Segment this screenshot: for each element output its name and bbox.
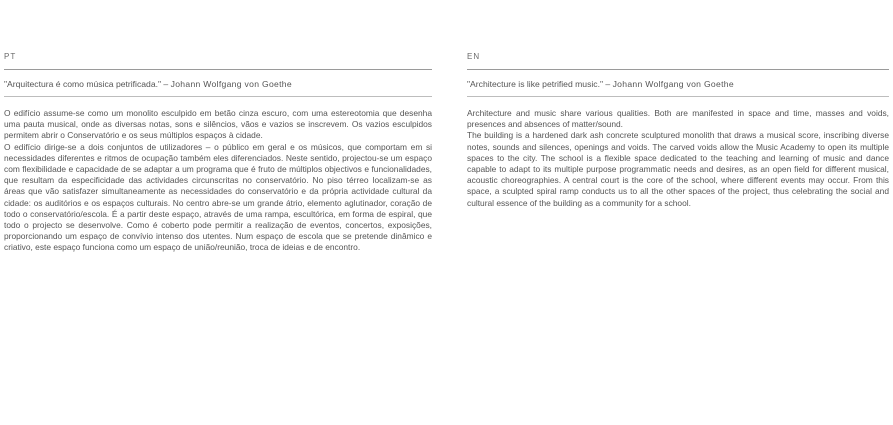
quote-text-pt: "Arquitectura é como música petrificada." bbox=[4, 79, 162, 89]
quote-text-en: "Architecture is like petrified music." bbox=[467, 79, 604, 89]
quote-dash-en: – bbox=[603, 79, 613, 89]
quote-author-pt: Johann Wolfgang von Goethe bbox=[170, 79, 292, 89]
quote-pt bbox=[4, 79, 432, 90]
english-column bbox=[467, 52, 889, 209]
divider-quote-en bbox=[467, 96, 889, 97]
divider-quote-pt bbox=[4, 96, 432, 97]
portuguese-column bbox=[4, 52, 432, 254]
paragraph-en-2: The building is a hardened dark ash concrete sculptured monolith that draws a musical score, inscribing diverse notes, sounds and silences, openings and voids. The carved voids allow the Music Academy to open its multiple spaces to the city. The school is a flexible space dedicated to the teaching and learning of music and dance capable to adapt to its multiple purpose programmatic needs and desires, as an open field for different musical, acoustic choreographies. A central court is the core of the school, where different events may occur. From this space, a sculpted spiral ramp conducts us to all the other spaces of the project, thus celebrating the social and cultural essence of the building as a community for a school. bbox=[467, 130, 889, 208]
language-label-en: EN bbox=[467, 52, 481, 61]
quote-en bbox=[467, 79, 889, 90]
divider-top-pt bbox=[4, 69, 432, 70]
quote-dash-pt: – bbox=[161, 79, 171, 89]
paragraph-pt-2: O edifício dirige-se a dois conjuntos de utilizadores – o público em geral e os músicos, que comportam em si necessidades diferentes e ritmos de ocupação também eles diferenciados. Neste sentido, projectou-se um espaço com flexibilidade e capacidade de se adaptar a um programa que é fruto de múltiplos objectivos e funcionalidades, que resultam da especificidade das actividades circunscritas no conservatório. No piso térreo localizam-se as áreas que vão satisfazer simultaneamente as necessidades do conservatório e da própria actividade cultural da cidade: os auditórios e os espaços culturais. No centro abre-se um grande átrio, elemento aglutinador, coração de todo o conservatório/escola. É a partir deste espaço, através de uma rampa, escultórica, em forma de espiral, que todo o projecto se desenvolve. Como é coberto pode permitir a realização de eventos, concertos, exposições, proporcionando um espaço de convívio intenso dos utentes. Num espaço de escola que se pretende dinâmico e criativo, este espaço funciona como um espaço de união/reunião, troca de ideias e de encontro. bbox=[4, 141, 432, 253]
quote-author-en: Johann Wolfgang von Goethe bbox=[612, 79, 734, 89]
paragraph-en-1: Architecture and music share various qualities. Both are manifested in space and time, masses and voids, presences and absences of matter/sound. bbox=[467, 108, 889, 130]
language-label-pt: PT bbox=[4, 52, 17, 61]
divider-top-en bbox=[467, 69, 889, 70]
paragraph-pt-1: O edifício assume-se como um monolito esculpido em betão cinza escuro, com uma estereotomia que desenha uma pauta musical, onde as diversas notas, sons e silêncios, vãos e vazios se inscrevem. Os vazios esculpidos permitem abrir o Conservatório e os seus múltiplos espaços à cidade. bbox=[4, 108, 432, 141]
